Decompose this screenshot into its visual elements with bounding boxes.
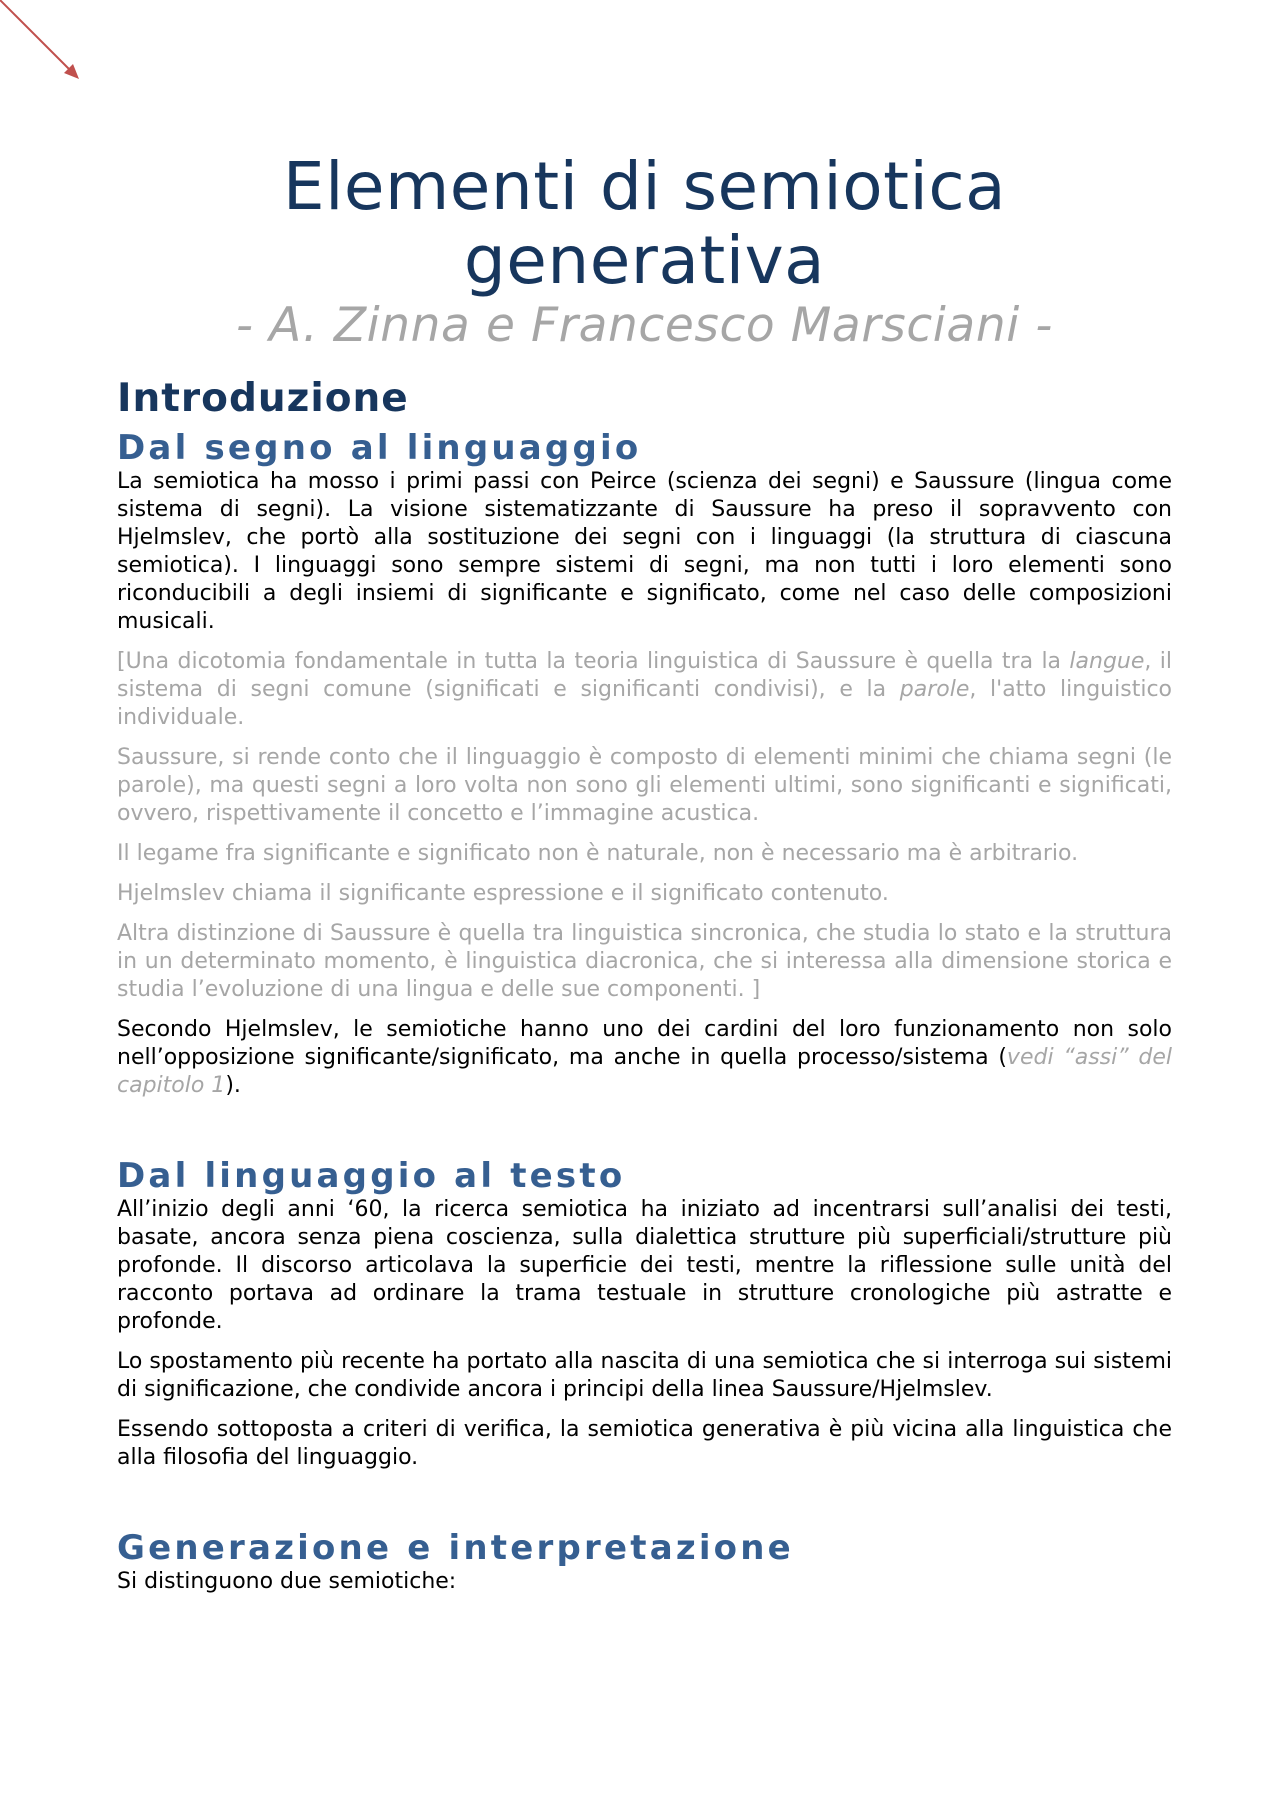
- term-parole: parole: [899, 677, 970, 702]
- paragraph: All’inizio degli anni ‘60, la ricerca semiotica ha iniziato ad incentrarsi sull’analisi dei testi, basate, ancora senza piena coscienza, sulla dialettica strutture più superficiali/strutture più profonde. Il discorso articolava la superficie dei testi, mentre la riflessione sulle unità del racconto portava ad ordinare la trama testuale in strutture cronologiche più astratte e profonde.: [117, 1197, 1172, 1334]
- subsection-heading-segno-linguaggio: Dal segno al linguaggio: [117, 428, 642, 468]
- section-heading-introduzione: Introduzione: [117, 376, 409, 421]
- note-text: , l'atto linguistico individuale.: [117, 677, 1172, 730]
- note-text: , il sistema di segni comune (significati e significanti condivisi), e la: [117, 649, 1172, 702]
- paragraph: La semiotica ha mosso i primi passi con Peirce (scienza dei segni) e Saussure (lingua come sistema di segni). La visione sistematizzante di Saussure ha preso il sopravvento con Hjelmslev, che portò alla sostituzione dei segni con i linguaggi (la struttura di ciascuna semiotica). I linguaggi sono sempre sistemi di segni, ma non tutti i loro elementi sono riconducibili a degli insiemi di significante e significato, come nel caso delle composizioni musicali.: [117, 469, 1172, 634]
- paragraph: Essendo sottoposta a criteri di verifica, la semiotica generativa è più vicina alla linguistica che alla filosofia del linguaggio.: [117, 1417, 1172, 1470]
- paragraph: Lo spostamento più recente ha portato alla nascita di una semiotica che si interroga sui sistemi di significazione, che condivide ancora i principi della linea Saussure/Hjelmslev.: [117, 1349, 1172, 1402]
- document-page: [117, 150, 1172, 1608]
- note-paragraph: Saussure, si rende conto che il linguaggio è composto di elementi minimi che chiama segni (le parole), ma questi segni a loro volta non sono gli elementi ultimi, sono significanti e significati, ovvero, rispettivamente il concetto e l’immagine acustica.: [117, 745, 1172, 826]
- spacer: [117, 1484, 1172, 1528]
- document-subtitle: - A. Zinna e Francesco Marsciani -: [236, 298, 1053, 353]
- note-paragraph: [117, 648, 1172, 732]
- chapter-reference: vedi “assi” del capitolo 1: [117, 1045, 1172, 1098]
- subsection-heading-linguaggio-testo: Dal linguaggio al testo: [117, 1156, 626, 1196]
- paragraph-text: Secondo Hjelmslev, le semiotiche hanno uno dei cardini del loro funzionamento non solo nell’opposizione significante/significato, ma anche in quella processo/sistema (: [117, 1017, 1172, 1070]
- spacer: [117, 1112, 1172, 1156]
- note-paragraph: Hjelmslev chiama il significante espressione e il significato contenuto.: [117, 881, 889, 906]
- paragraph: [117, 1016, 1172, 1100]
- term-langue: langue: [1069, 649, 1145, 674]
- paragraph-text: ).: [225, 1073, 241, 1098]
- note-paragraph: Altra distinzione di Saussure è quella tra linguistica sincronica, che studia lo stato e la struttura in un determinato momento, è linguistica diacronica, che si interessa alla dimensione storica e studia l’evoluzione di una lingua e delle sue componenti. ]: [117, 921, 1172, 1002]
- note-paragraph: Il legame fra significante e significato non è naturale, non è necessario ma è arbitrario.: [117, 841, 1079, 866]
- corner-arrow-icon: [0, 0, 90, 90]
- paragraph: Si distinguono due semiotiche:: [117, 1569, 457, 1594]
- note-text: [Una dicotomia fondamentale in tutta la teoria linguistica di Saussure è quella tra la: [117, 649, 1070, 674]
- subsection-heading-generazione: Generazione e interpretazione: [117, 1528, 794, 1568]
- document-title: Elementi di semiotica generativa: [282, 148, 1007, 299]
